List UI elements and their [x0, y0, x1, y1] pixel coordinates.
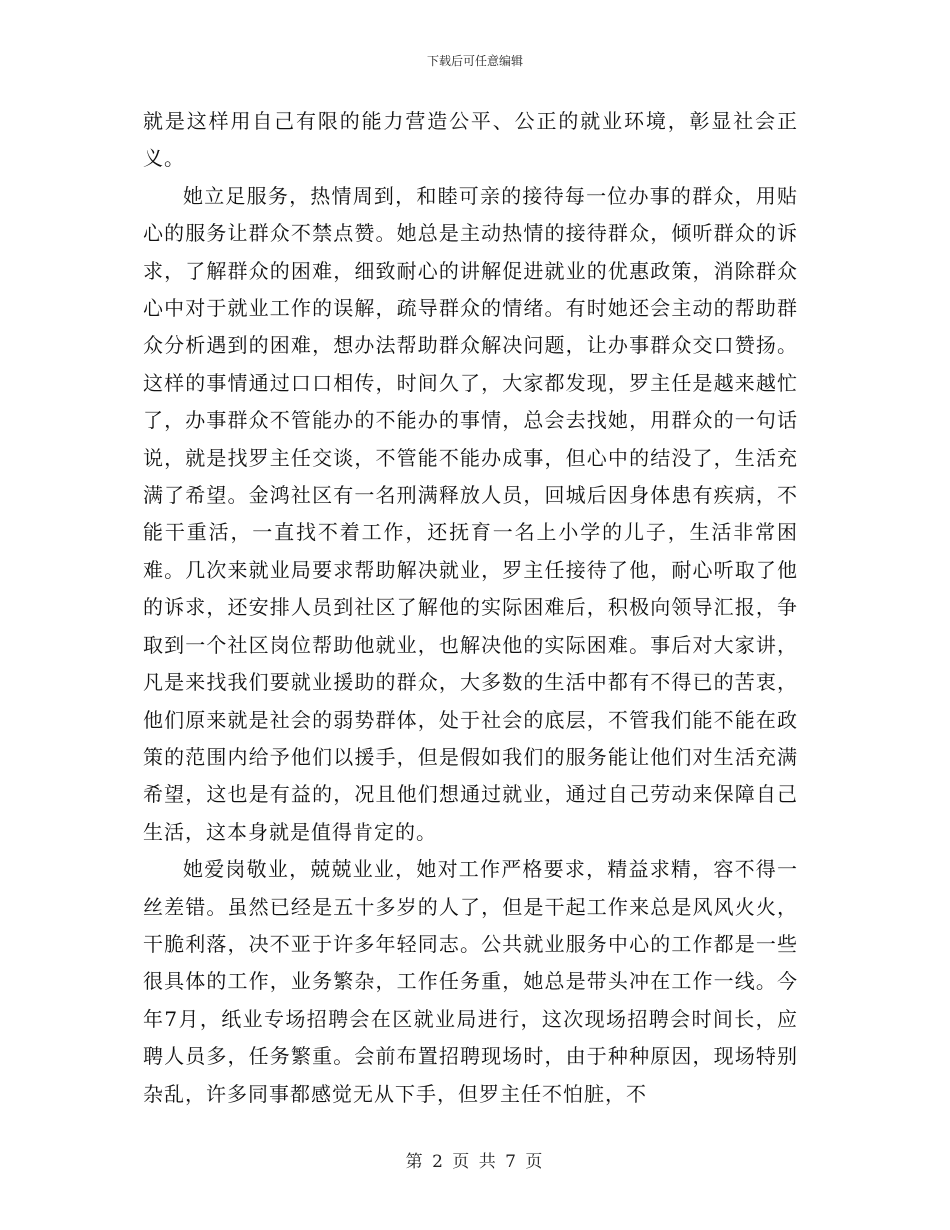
paragraph-dedication: 她爱岗敬业，兢兢业业，她对工作严格要求，精益求精，容不得一丝差错。虽然已经是五十多岁的人了，但是干起工作来总是风风火火，干脆利落，决不亚于许多年轻同志。公共就业服务中心的工作都是一些很具体的工作，业务繁杂，工作任务重，她总是带头冲在工作一线。今年7月，纸业专场招聘会在区就业局进行，这次现场招聘会时间长，应聘人员多，任务繁重。会前布置招聘现场时，由于种种原因，现场特别杂乱，许多同事都感觉无从下手，但罗主任不怕脏，不 [143, 857, 798, 1106]
page-header: 下载后可任意编辑 [426, 54, 523, 68]
page-number: 第 2 页 共 7 页 [405, 1152, 545, 1172]
document-body [143, 103, 798, 1113]
paragraph-continuation: 就是这样用自己有限的能力营造公平、公正的就业环境，彰显社会正义。 [143, 109, 798, 171]
paragraph-service: 她立足服务，热情周到，和睦可亲的接待每一位办事的群众，用贴心的服务让群众不禁点赞。她总是主动热情的接待群众，倾听群众的诉求，了解群众的困难，细致耐心的讲解促进就业的优惠政策，消除群众心中对于就业工作的误解，疏导群众的情绪。有时她还会主动的帮助群众分析遇到的困难，想办法帮助群众解决问题，让办事群众交口赞扬。这样的事情通过口口相传，时间久了，大家都发现，罗主任是越来越忙了，办事群众不管能办的不能办的事情，总会去找她，用群众的一句话说，就是找罗主任交谈，不管能不能办成事，但心中的结没了，生活充满了希望。金鸿社区有一名刑满释放人员，回城后因身体患有疾病，不能干重活，一直找不着工作，还抚育一名上小学的儿子，生活非常困难。几次来就业局要求帮助解决就业，罗主任接待了他，耐心听取了他的诉求，还安排人员到社区了解他的实际困难后，积极向领导汇报，争取到一个社区岗位帮助他就业，也解决他的实际困难。事后对大家讲，凡是来找我们要就业援助的群众，大多数的生活中都有不得已的苦衷，他们原来就是社会的弱势群体，处于社会的底层，不管我们能不能在政策的范围内给予他们以援手，但是假如我们的服务能让他们对生活充满希望，这也是有益的，况且他们想通过就业，通过自己劳动来保障自己生活，这本身就是值得肯定的。 [143, 183, 798, 844]
